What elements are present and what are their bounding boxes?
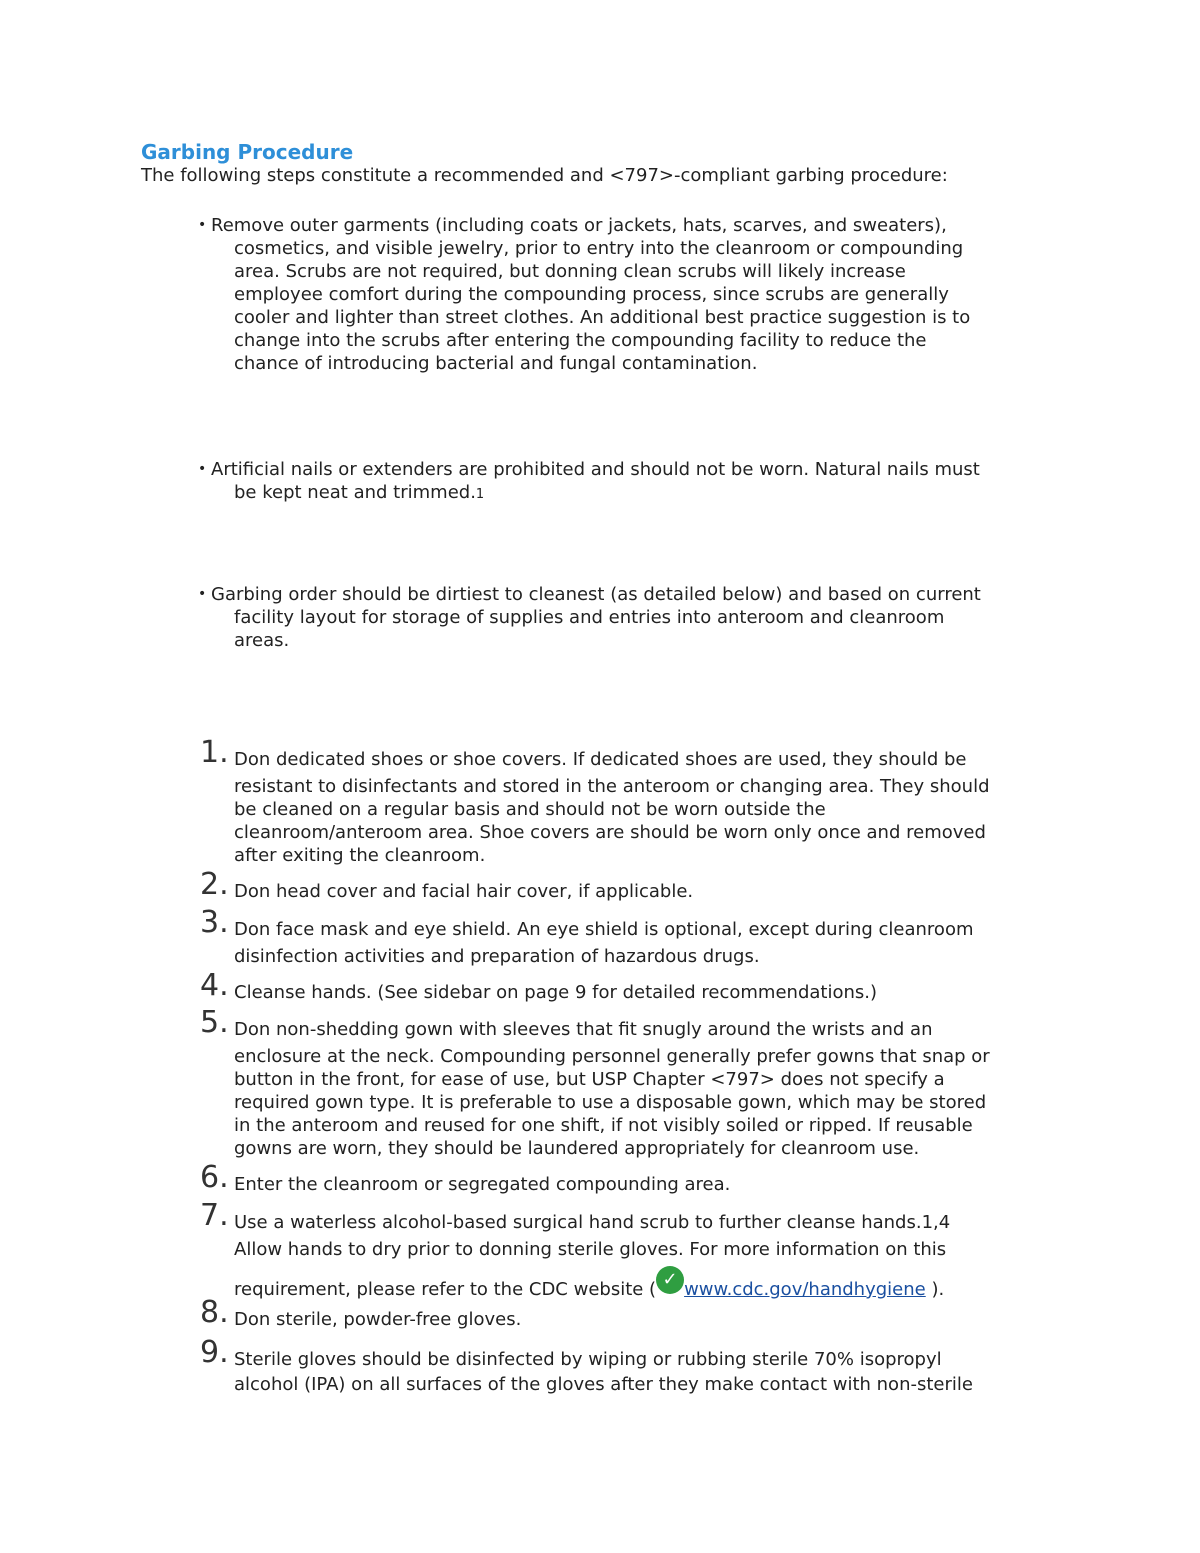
step-line: Don head cover and facial hair cover, if applicable. xyxy=(234,881,694,902)
step-line: Enter the cleanroom or segregated compounding area. xyxy=(234,1174,731,1195)
step-number: 9. xyxy=(200,1335,229,1370)
step-line: Sterile gloves should be disinfected by wiping or rubbing sterile 70% isopropyl xyxy=(234,1349,942,1370)
step-text: ). xyxy=(925,1279,945,1300)
bullet-text: be kept neat and trimmed. xyxy=(234,482,476,503)
bullet-line: Garbing order should be dirtiest to cleanest (as detailed below) and based on current xyxy=(211,584,981,605)
bullet-line: areas. xyxy=(234,630,290,651)
bullet-icon: • xyxy=(198,461,207,477)
step-line: button in the front, for ease of use, but USP Chapter <797> does not specify a xyxy=(234,1069,945,1090)
step-line: Don dedicated shoes or shoe covers. If dedicated shoes are used, they should be xyxy=(234,749,967,770)
step-line: after exiting the cleanroom. xyxy=(234,845,486,866)
step-number: 3. xyxy=(200,905,229,940)
bullet-line: cosmetics, and visible jewelry, prior to entry into the cleanroom or compounding xyxy=(234,238,964,259)
bullet-line: cooler and lighter than street clothes. An additional best practice suggestion is to xyxy=(234,307,971,328)
step-line xyxy=(234,1266,944,1301)
cdc-website-link[interactable]: www.cdc.gov/handhygiene xyxy=(684,1279,926,1300)
step-line: Don sterile, powder-free gloves. xyxy=(234,1309,522,1330)
step-line: alcohol (IPA) on all surfaces of the gloves after they make contact with non-sterile xyxy=(234,1374,973,1395)
bullet-line: change into the scrubs after entering the compounding facility to reduce the xyxy=(234,330,927,351)
checkmark-icon: ✓ xyxy=(656,1266,684,1294)
step-number: 2. xyxy=(200,867,229,902)
bullet-line: facility layout for storage of supplies and entries into anteroom and cleanroom xyxy=(234,607,945,628)
bullet-line: area. Scrubs are not required, but donning clean scrubs will likely increase xyxy=(234,261,906,282)
step-line: resistant to disinfectants and stored in the anteroom or changing area. They should xyxy=(234,776,990,797)
bullet-line: chance of introducing bacterial and fungal contamination. xyxy=(234,353,758,374)
bullet-line: Artificial nails or extenders are prohibited and should not be worn. Natural nails must xyxy=(211,459,980,480)
step-number: 5. xyxy=(200,1005,229,1040)
step-number: 4. xyxy=(200,968,229,1003)
step-line: required gown type. It is preferable to use a disposable gown, which may be stored xyxy=(234,1092,987,1113)
intro-paragraph: The following steps constitute a recommended and <797>-compliant garbing procedure: xyxy=(141,165,948,186)
step-line: cleanroom/anteroom area. Shoe covers are should be worn only once and removed xyxy=(234,822,986,843)
step-line: Don face mask and eye shield. An eye shield is optional, except during cleanroom xyxy=(234,919,974,940)
bullet-icon: • xyxy=(198,217,207,233)
bullet-icon: • xyxy=(198,586,207,602)
step-line: disinfection activities and preparation of hazardous drugs. xyxy=(234,946,760,967)
step-line: be cleaned on a regular basis and should not be worn outside the xyxy=(234,799,826,820)
step-line: enclosure at the neck. Compounding personnel generally prefer gowns that snap or xyxy=(234,1046,990,1067)
step-line: Allow hands to dry prior to donning sterile gloves. For more information on this xyxy=(234,1239,947,1260)
step-number: 6. xyxy=(200,1160,229,1195)
bullet-line xyxy=(234,481,484,506)
step-line: Don non-shedding gown with sleeves that fit snugly around the wrists and an xyxy=(234,1019,933,1040)
step-line: in the anteroom and reused for one shift, if not visibly soiled or ripped. If reusable xyxy=(234,1115,973,1136)
step-number: 7. xyxy=(200,1198,229,1233)
step-line: gowns are worn, they should be laundered appropriately for cleanroom use. xyxy=(234,1138,920,1159)
step-text: requirement, please refer to the CDC website ( xyxy=(234,1279,657,1300)
step-number: 1. xyxy=(200,735,229,770)
section-heading: Garbing Procedure xyxy=(141,140,354,164)
bullet-line: Remove outer garments (including coats or jackets, hats, scarves, and sweaters), xyxy=(211,215,947,236)
step-number: 8. xyxy=(200,1295,229,1330)
reference-marker: 1 xyxy=(475,487,485,502)
step-line: Cleanse hands. (See sidebar on page 9 for detailed recommendations.) xyxy=(234,982,877,1003)
step-line: Use a waterless alcohol-based surgical hand scrub to further cleanse hands.1,4 xyxy=(234,1212,951,1233)
bullet-line: employee comfort during the compounding process, since scrubs are generally xyxy=(234,284,949,305)
